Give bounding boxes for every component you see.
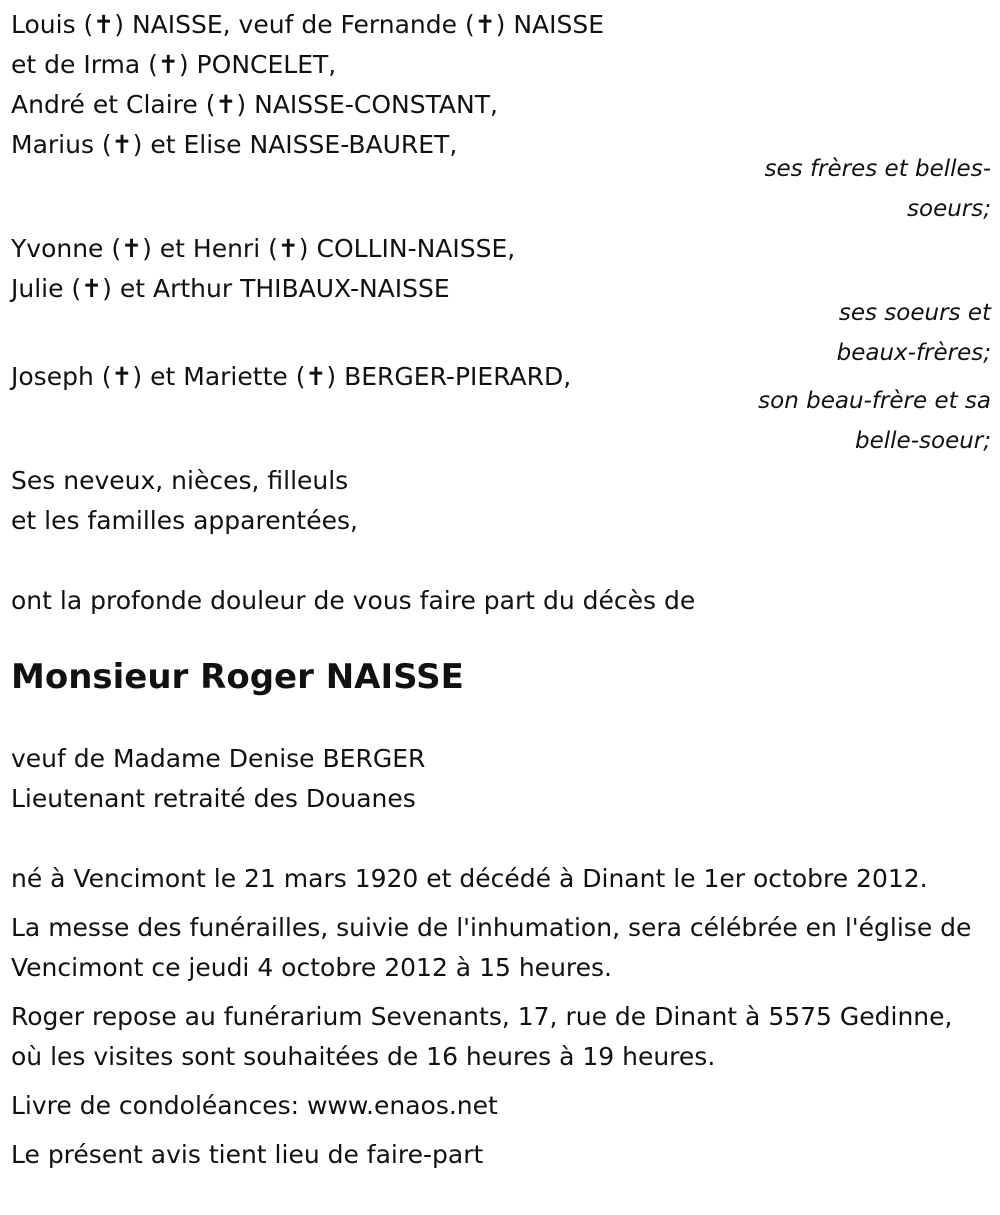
- relation-label: belle-soeur;: [855, 428, 991, 454]
- family-line: Ses neveux, nièces, filleuls: [11, 466, 349, 495]
- relation-label: beaux-frères;: [836, 340, 991, 366]
- family-line: Marius (✝) et Elise NAISSE-BAURET,: [11, 130, 458, 159]
- deceased-name: Monsieur Roger NAISSE: [11, 657, 464, 697]
- family-line: et de Irma (✝) PONCELET,: [11, 50, 337, 79]
- notice-paragraph: Le présent avis tient lieu de faire-part: [11, 1140, 484, 1169]
- obituary-notice: [11, 5, 991, 1175]
- announcement-text: ont la profonde douleur de vous faire part du décès de: [11, 586, 696, 615]
- family-line: André et Claire (✝) NAISSE-CONSTANT,: [11, 90, 498, 119]
- deceased-detail: veuf de Madame Denise BERGER: [11, 744, 426, 773]
- family-line: Joseph (✝) et Mariette (✝) BERGER-PIERARD,: [11, 362, 572, 391]
- family-line: Julie (✝) et Arthur THIBAUX-NAISSE: [11, 274, 450, 303]
- relation-label: ses soeurs et: [838, 300, 991, 326]
- family-line: Louis (✝) NAISSE, veuf de Fernande (✝) NAISSE: [11, 10, 605, 39]
- funeral-paragraph: La messe des funérailles, suivie de l'inhumation, sera célébrée en l'église de Vencimont ce jeudi 4 octobre 2012 à 15 heures.: [11, 913, 972, 982]
- relation-label: son beau-frère et sa: [758, 388, 991, 414]
- condolences-paragraph: Livre de condoléances: www.enaos.net: [11, 1091, 498, 1120]
- relation-label: soeurs;: [907, 196, 991, 222]
- family-line: Yvonne (✝) et Henri (✝) COLLIN-NAISSE,: [11, 234, 516, 263]
- relation-label: ses frères et belles-: [764, 156, 991, 182]
- funerarium-paragraph: Roger repose au funérarium Sevenants, 17, rue de Dinant à 5575 Gedinne, où les visites sont souhaitées de 16 heures à 19 heures.: [11, 1002, 953, 1071]
- family-line: et les familles apparentées,: [11, 506, 358, 535]
- deceased-detail: Lieutenant retraité des Douanes: [11, 784, 416, 813]
- birth-death-paragraph: né à Vencimont le 21 mars 1920 et décédé à Dinant le 1er octobre 2012.: [11, 864, 928, 893]
